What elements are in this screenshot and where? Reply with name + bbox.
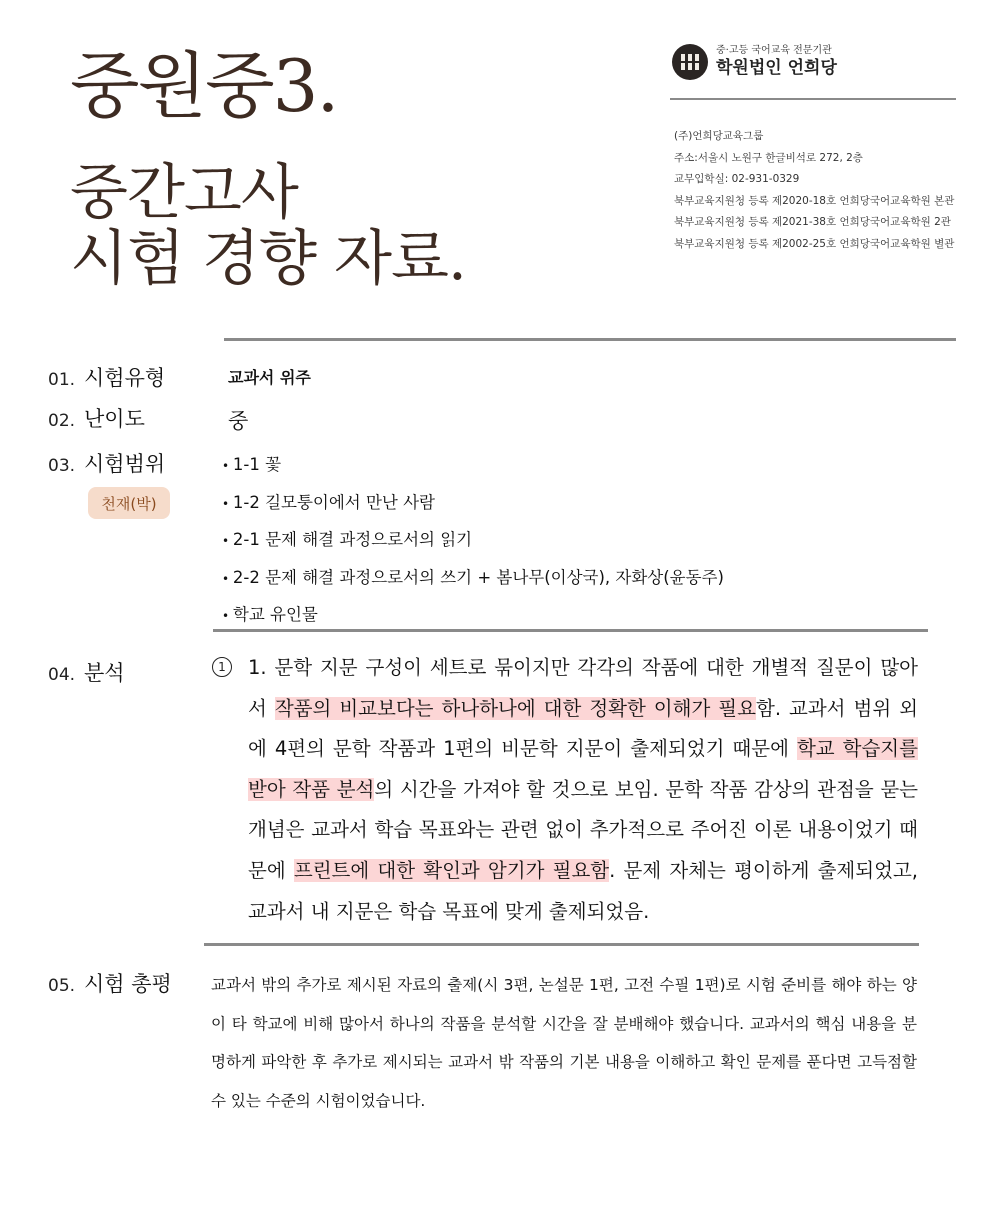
info-registration-main: 북부교육지원청 등록 제2020-18호 언희당국어교육학원 본관 xyxy=(674,194,955,207)
info-registration-2: 북부교육지원청 등록 제2021-38호 언희당국어교육학원 2관 xyxy=(674,216,951,228)
textbook-badge: 천재(박) xyxy=(88,487,170,519)
analysis-title: 분석 xyxy=(84,661,125,685)
difficulty-number: 02. xyxy=(48,411,76,431)
seal-icon xyxy=(672,44,708,80)
exam-type-title: 시험유형 xyxy=(84,366,166,390)
section-divider-top xyxy=(224,338,956,341)
scope-item-1: • 1-1 꽃 xyxy=(222,447,724,485)
review-text: 교과서 밖의 추가로 제시된 자료의 출제(시 3편, 논설문 1편, 고전 수필 1편)로 시험 준비를 해야 하는 양이 타 학교에 비해 많아서 하나의 작품을 분석할 시간을 잘 분배해야 했습니다. 교과서의 핵심 내용을 분명하게 파악한 후 추가로 제시되는 교과서 밖 작품의 기본 내용을 이해하고 확인 문제를 푼다면 고득점할 수 있는 수준의 시험이었습니다. xyxy=(211,976,917,1110)
info-company: (주)언희당교육그룹 xyxy=(674,130,764,142)
scope-item-4: • 2-2 문제 해결 과정으로서의 쓰기 + 봄나무(이상국), 자화상(윤동주) xyxy=(222,560,724,598)
review-title: 시험 총평 xyxy=(84,972,172,996)
analysis-text-part-3: 의 시간을 가져야 할 것으로 보임. 문학 작품 감상의 관점을 묻는 개념은 교과서 학습 목표와는 관련 없이 추가적으로 주어진 이론 내용이었기 때문에 xyxy=(248,777,919,882)
analysis-text-part-4: . 문제 자체는 평이하게 출제되었고, 교과서 내 지문은 학습 목표에 맞게 출제되었음. xyxy=(248,858,918,923)
institute-name: 학원법인 언희당 xyxy=(716,58,837,78)
analysis-text xyxy=(248,648,918,932)
analysis-highlight-1: 작품의 비교보다는 하나하나에 대한 정확한 이해가 필요 xyxy=(274,696,756,720)
subtitle-line-1: 중간고사 xyxy=(70,158,298,228)
institute-info xyxy=(674,126,954,255)
analysis-label xyxy=(48,657,125,687)
info-phone: 교무입학실: 02-931-0329 xyxy=(674,173,800,185)
info-address: 주소:서울시 노원구 한글비석로 272, 2층 xyxy=(674,151,863,164)
analysis-text-part-1: 1. 문학 지문 구성이 세트로 묶이지만 각각의 작품에 대한 개별적 질문이 많아서 xyxy=(248,656,918,720)
institute-logo xyxy=(672,44,837,80)
review-number: 05. xyxy=(48,976,76,996)
analysis-highlight-3: 프린트에 대한 확인과 암기가 필요함 xyxy=(293,858,610,882)
analysis-number: 04. xyxy=(48,665,76,685)
circled-number-icon: 1 xyxy=(212,657,232,677)
analysis-highlight-2: 학교 학습지를 받아 작품 분석 xyxy=(248,737,918,801)
subtitle-line-2: 시험 경향 자료. xyxy=(70,224,466,294)
scope-item-5: • 학교 유인물 xyxy=(222,597,724,635)
scope-item-2: • 1-2 길모퉁이에서 만난 사람 xyxy=(222,485,724,523)
exam-type-value: 교과서 위주 xyxy=(228,368,311,387)
scope-number: 03. xyxy=(48,456,76,476)
info-registration-annex: 북부교육지원청 등록 제2002-25호 언희당국어교육학원 별관 xyxy=(674,237,955,250)
section-divider-analysis xyxy=(204,943,919,946)
difficulty-value: 중 xyxy=(228,409,249,433)
scope-title: 시험범위 xyxy=(84,452,166,476)
scope-list xyxy=(222,447,724,635)
page-subtitle xyxy=(70,160,466,292)
difficulty-label xyxy=(48,403,145,433)
difficulty-title: 난이도 xyxy=(84,407,145,431)
analysis-text-part-2: 함. 교과서 범위 외에 4편의 문학 작품과 1편의 비문학 지문이 출제되었기 때문에 xyxy=(248,696,918,761)
exam-type-label xyxy=(48,362,165,392)
page-title: 중원중3. xyxy=(70,44,338,128)
scope-item-3: • 2-1 문제 해결 과정으로서의 읽기 xyxy=(222,522,724,560)
institute-tagline: 중·고등 국어교육 전문기관 xyxy=(716,45,832,56)
review-label xyxy=(48,968,172,998)
scope-label xyxy=(48,448,165,478)
section-divider-scope xyxy=(213,629,928,632)
exam-type-number: 01. xyxy=(48,370,76,390)
header-divider xyxy=(670,98,956,100)
